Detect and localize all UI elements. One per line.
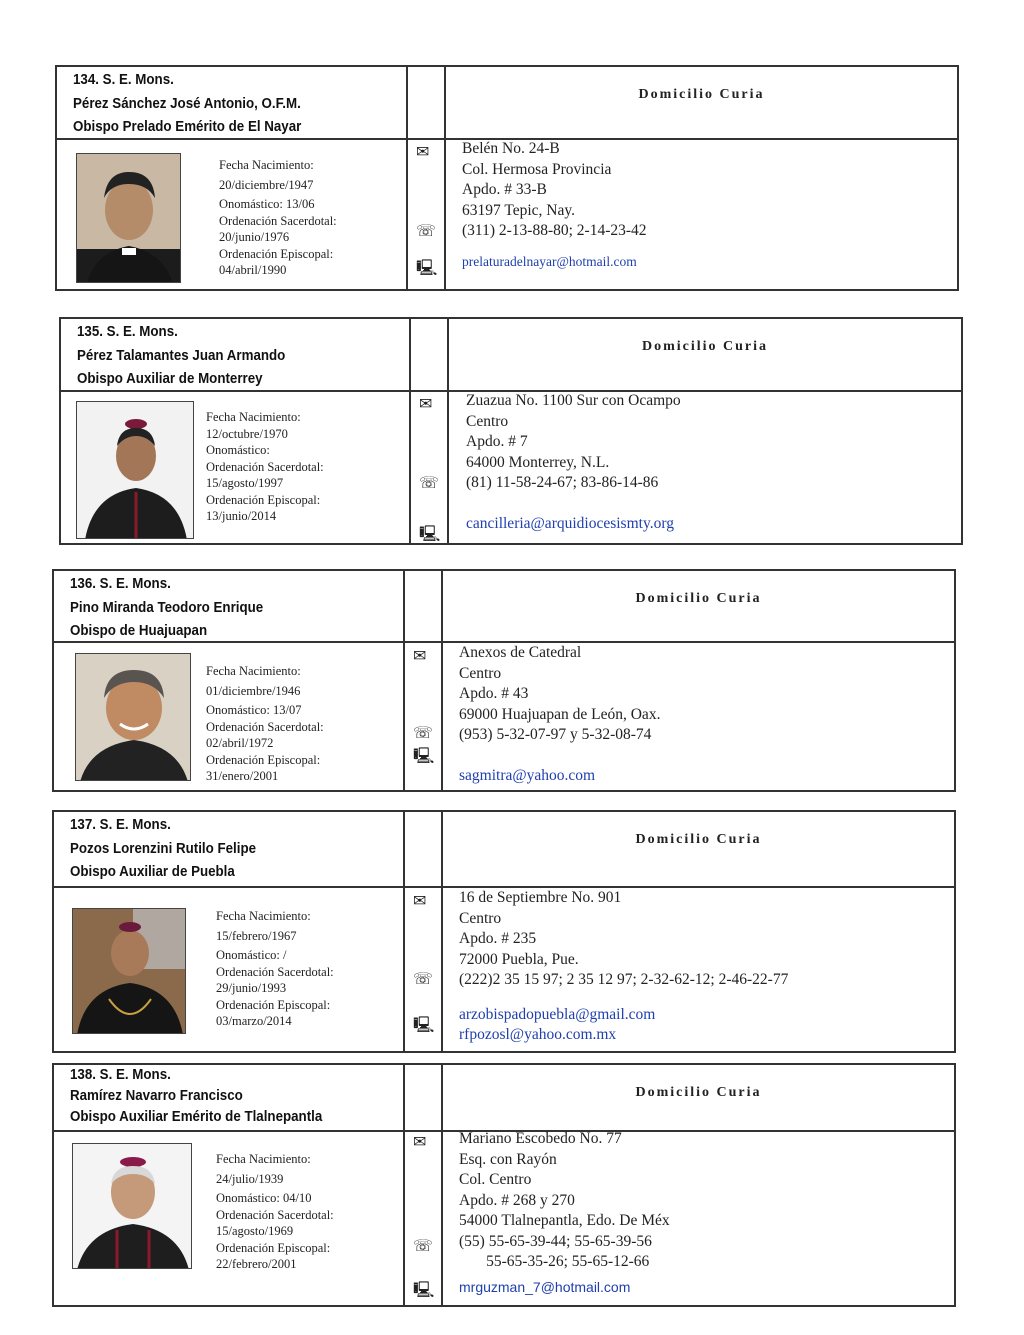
envelope-icon: ✉ [413,891,427,910]
portrait-photo [76,153,181,283]
telephone-icon: ☏ [413,969,434,988]
entry-title: Obispo Auxiliar de Monterrey [77,371,263,387]
computer-icon: 🖳 [413,1015,435,1034]
portrait-photo [72,908,186,1034]
address-block: 16 de Septiembre No. 901 Centro Apdo. # 235 72000 Puebla, Pue. (222)2 35 15 97; 2 35 12 97; 2-32-62-12; 2-46-22-77 arzobispadopuebla@gmail.com rfpozosl@yahoo.com.mx [459,888,788,1046]
email-link[interactable]: cancilleria@arquidiocesismty.org [466,514,674,532]
bio-details: Fecha Nacimiento: 12/octubre/1970 Onomástico: Ordenación Sacerdotal: 15/agosto/1997 Ordenación Episcopal: 13/junio/2014 [206,410,324,523]
email-link[interactable]: prelaturadelnayar@hotmail.com [462,253,637,269]
email-link[interactable]: rfpozosl@yahoo.com.mx [459,1026,617,1043]
entry-title: Obispo Prelado Emérito de El Nayar [73,119,302,135]
entry-card-137 [52,810,956,1053]
address-block: Belén No. 24-B Col. Hermosa Provincia Apdo. # 33-B 63197 Tepic, Nay. (311) 2-13-88-80; 2-14-23-42 prelaturadelnayar@hotmail.com [462,139,647,272]
telephone-icon: ☏ [413,1236,434,1255]
entry-name: Pozos Lorenzini Rutilo Felipe [70,840,257,857]
bio-details: Fecha Nacimiento: 01/diciembre/1946 Onomástico: 13/07 Ordenación Sacerdotal: 02/abril/1972 Ordenación Episcopal: 31/enero/2001 [206,664,324,783]
portrait-photo [76,401,194,539]
address-block: Mariano Escobedo No. 77 Esq. con Rayón Col. Centro Apdo. # 268 y 270 54000 Tlalnepantla, Edo. De Méx (55) 55-65-39-44; 55-65-39-56 55-65-35-26; 55-65-12-66 mrguzman_7@hotmail.com [459,1129,670,1297]
computer-icon: 🖳 [419,524,441,543]
entry-title: Obispo de Huajuapan [70,623,208,639]
telephone-icon: ☏ [413,723,434,742]
email-link[interactable]: arzobispadopuebla@gmail.com [459,1005,656,1023]
entry-number: 138. S. E. Mons. [70,1067,171,1083]
bio-details: Fecha Nacimiento: 24/julio/1939 Onomástico: 04/10 Ordenación Sacerdotal: 15/agosto/1969 Ordenación Episcopal: 22/febrero/2001 [216,1152,334,1271]
telephone-icon: ☏ [419,473,440,492]
bio-details: Fecha Nacimiento: 20/diciembre/1947 Onomástico: 13/06 Ordenación Sacerdotal: 20/junio/1976 Ordenación Episcopal: 04/abril/1990 [219,158,337,277]
computer-icon: 🖳 [413,1280,435,1299]
portrait-photo [72,1143,192,1269]
entry-name: Pérez Talamantes Juan Armando [77,347,286,364]
entry-name-block [70,573,280,644]
portrait-photo [75,653,191,781]
domicile-title: Domicilio Curia [641,339,769,354]
entry-name-block [77,321,303,392]
entry-card-138 [52,1063,956,1307]
envelope-icon: ✉ [416,142,430,161]
entry-card-136 [52,569,956,792]
domicile-title: Domicilio Curia [635,591,762,606]
telephone-icon: ☏ [416,221,437,240]
entry-number: 136. S. E. Mons. [70,576,171,592]
email-link[interactable]: sagmitra@yahoo.com [459,766,596,784]
email-link[interactable]: mrguzman_7@hotmail.com [459,1278,631,1295]
entry-name: Pino Miranda Teodoro Enrique [70,599,264,616]
domicile-title: Domicilio Curia [635,1085,762,1100]
entry-number: 137. S. E. Mons. [70,817,171,833]
entry-card-135 [59,317,963,545]
entry-name-block [73,69,321,140]
entry-title: Obispo Auxiliar Emérito de Tlalnepantla [70,1109,323,1125]
bio-details: Fecha Nacimiento: 15/febrero/1967 Onomástico: / Ordenación Sacerdotal: 29/junio/1993 Ordenación Episcopal: 03/marzo/2014 [216,909,334,1028]
address-block: Zuazua No. 1100 Sur con Ocampo Centro Apdo. # 7 64000 Monterrey, N.L. (81) 11-58-24-67; 83-86-14-86 cancilleria@arquidiocesismty.org [466,391,681,534]
entry-name-block [70,1065,344,1128]
envelope-icon: ✉ [419,394,433,413]
address-block: Anexos de Catedral Centro Apdo. # 43 69000 Huajuapan de León, Oax. (953) 5-32-07-97 y 5-32-08-74 sagmitra@yahoo.com [459,643,660,786]
envelope-icon: ✉ [413,646,427,665]
domicile-title: Domicilio Curia [635,832,762,847]
entry-title: Obispo Auxiliar de Puebla [70,864,235,880]
entry-name: Ramírez Navarro Francisco [70,1088,243,1104]
entry-number: 135. S. E. Mons. [77,324,178,340]
entry-number: 134. S. E. Mons. [73,72,174,88]
entry-card-134 [55,65,959,291]
computer-icon: 🖳 [416,258,438,277]
computer-icon: 🖳 [413,746,435,765]
domicile-title: Domicilio Curia [638,87,765,102]
entry-name-block [70,814,272,885]
entry-name: Pérez Sánchez José Antonio, O.F.M. [73,95,301,112]
envelope-icon: ✉ [413,1132,427,1151]
